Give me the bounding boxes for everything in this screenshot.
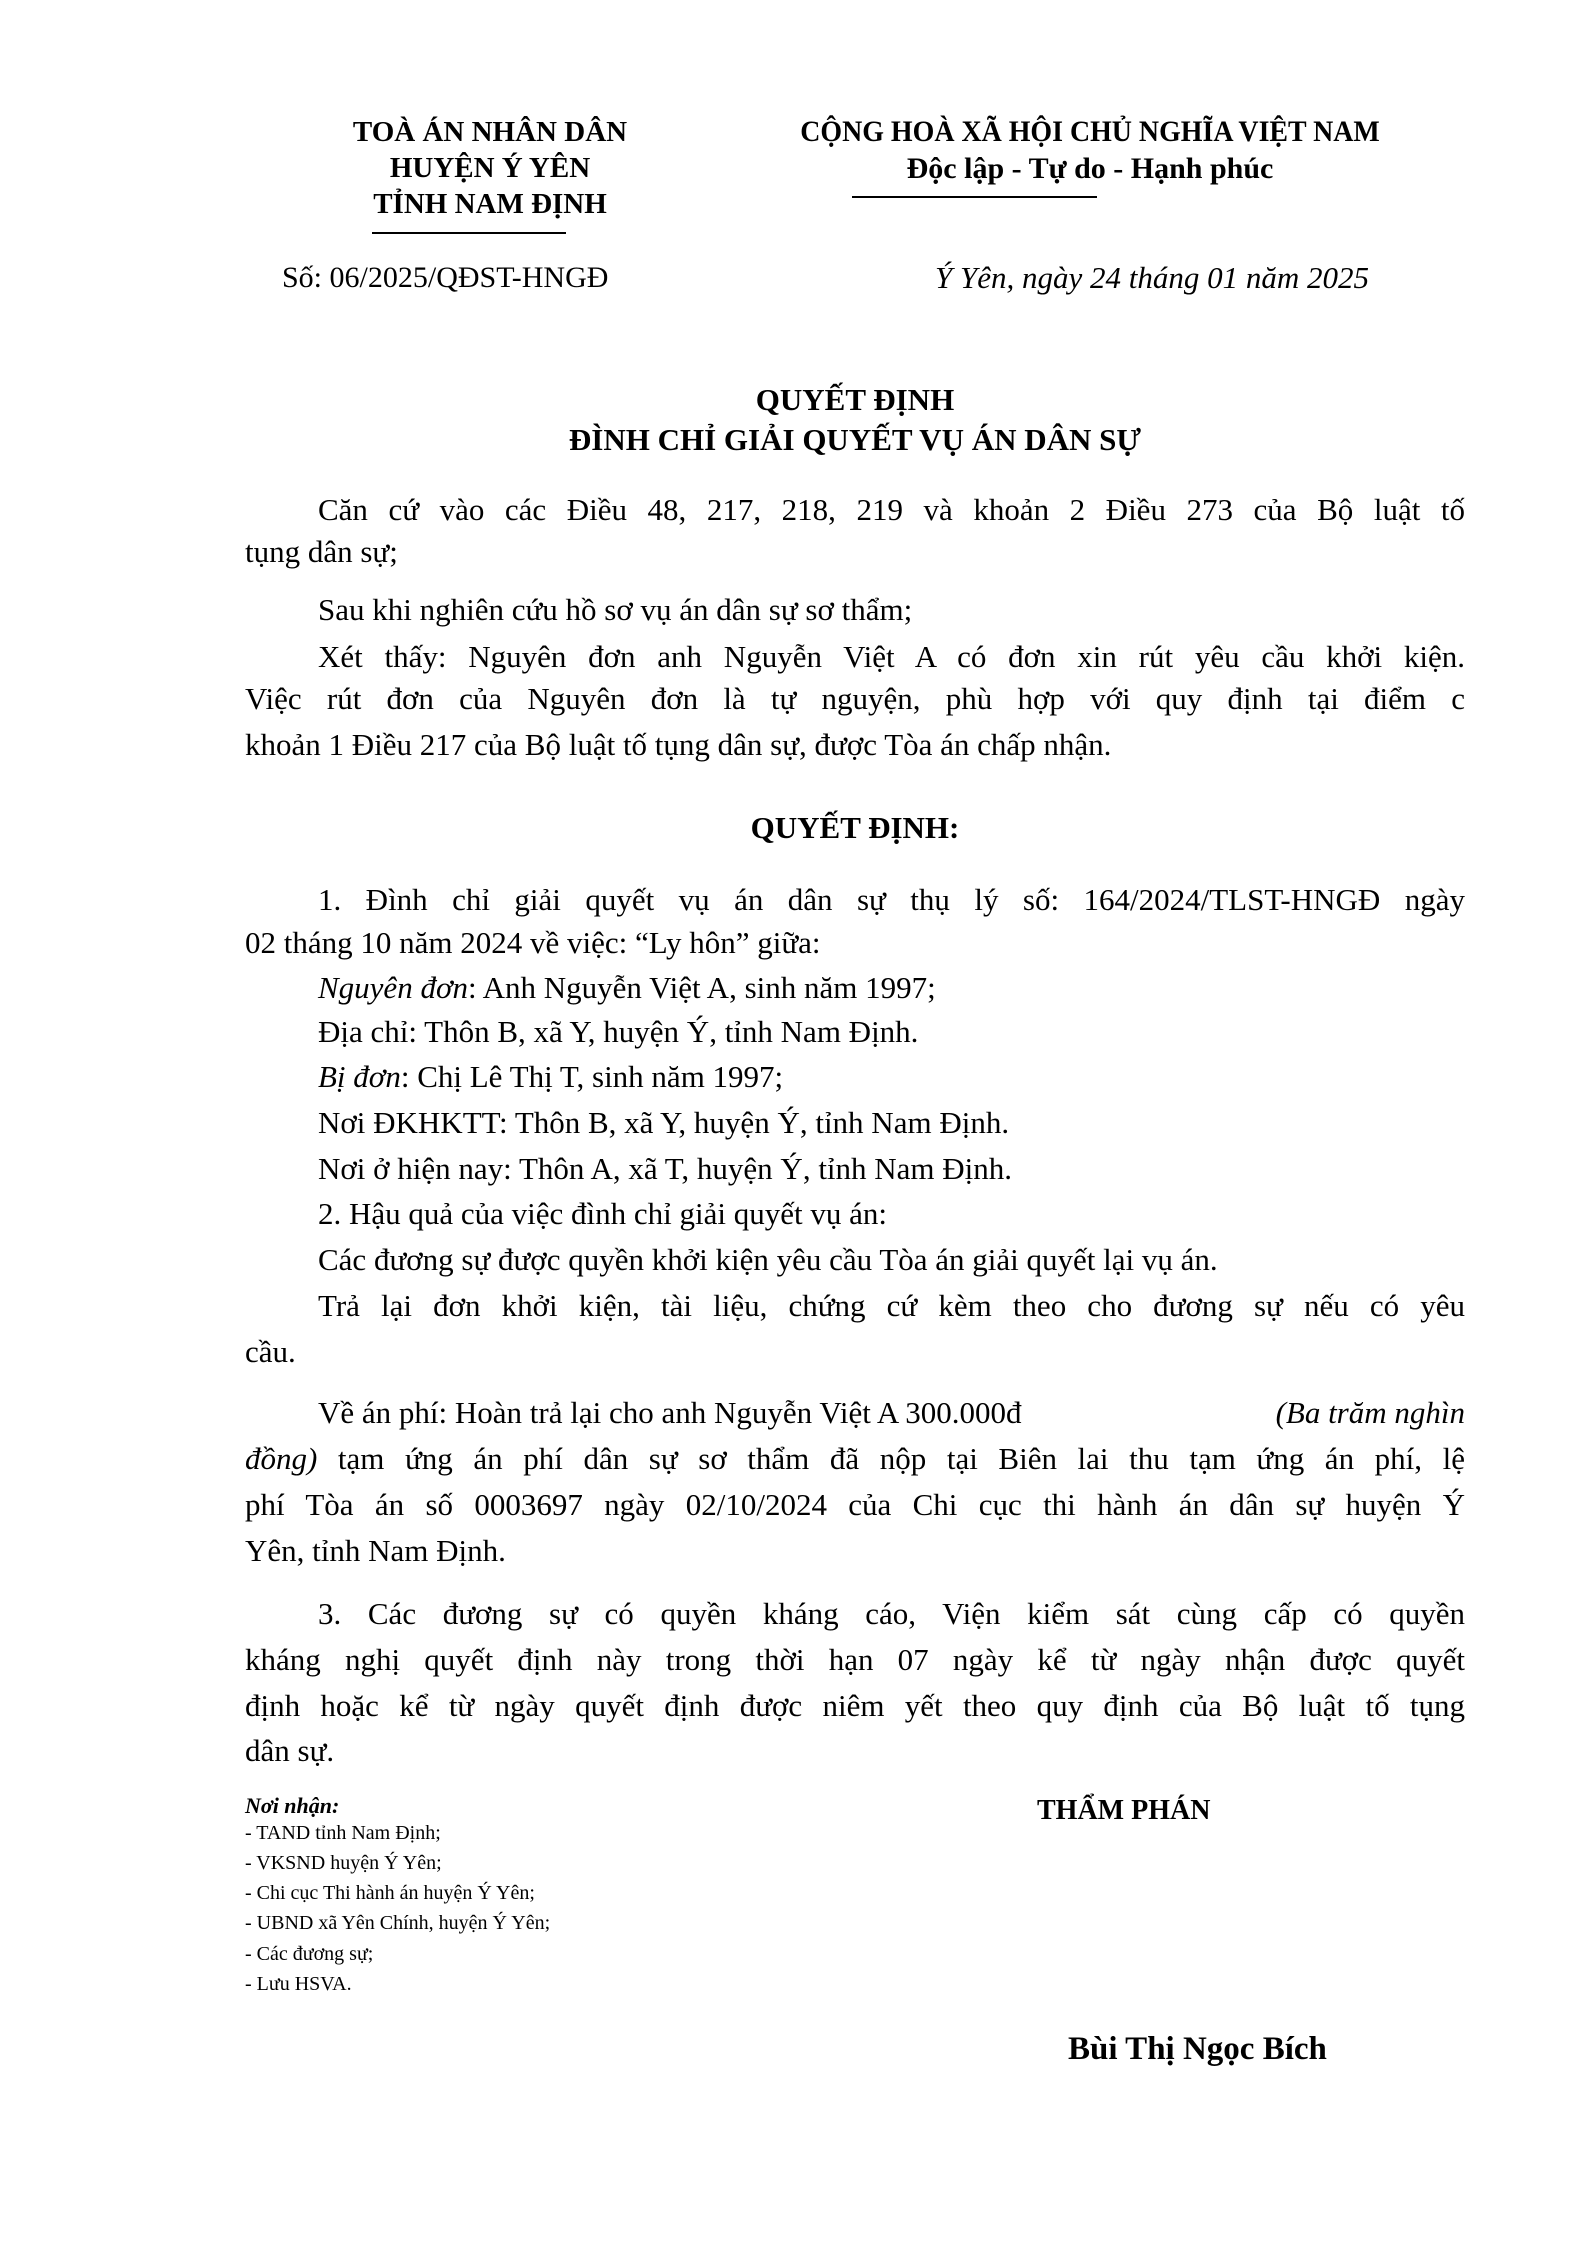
decision-line: 2. Hậu quả của việc đình chỉ giải quyết vụ án: xyxy=(318,1196,888,1231)
title-line-1: QUYẾT ĐỊNH xyxy=(755,382,955,417)
fee-amount-words: (Ba trăm nghìn xyxy=(1275,1395,1465,1430)
fee-text: tạm ứng án phí dân sự sơ thẩm đã nộp tại Biên lai thu tạm ứng án phí, lệ xyxy=(317,1441,1465,1476)
place-date: Ý Yên, ngày 24 tháng 01 năm 2025 xyxy=(935,260,1369,295)
document-number: Số: 06/2025/QĐST-HNGĐ xyxy=(282,261,609,294)
decision-line: cầu. xyxy=(245,1334,296,1369)
recipient-item: - TAND tỉnh Nam Định; xyxy=(245,1822,441,1844)
fee-line: Yên, tỉnh Nam Định. xyxy=(245,1533,506,1568)
court-name-line-2: HUYỆN Ý YÊN xyxy=(389,152,591,184)
fee-line xyxy=(245,1439,1465,1479)
preamble-line: Xét thấy: Nguyên đơn anh Nguyễn Việt A có đơn xin rút yêu cầu khởi kiện. xyxy=(318,639,1465,674)
fee-amount-words: đồng) xyxy=(245,1441,318,1476)
recipient-item: - Lưu HSVA. xyxy=(245,1973,352,1995)
court-name-line-3: TỈNH NAM ĐỊNH xyxy=(373,188,607,220)
decision-line: 02 tháng 10 năm 2024 về việc: “Ly hôn” giữa: xyxy=(245,925,821,960)
defendant-value: : Chị Lê Thị T, sinh năm 1997; xyxy=(400,1059,784,1094)
plaintiff-value: : Anh Nguyễn Việt A, sinh năm 1997; xyxy=(468,970,936,1005)
motto-underline xyxy=(852,196,1097,198)
plaintiff-line xyxy=(318,968,1465,1008)
recipient-item: - Các đương sự; xyxy=(245,1943,374,1965)
nation-title: CỘNG HOÀ XÃ HỘI CHỦ NGHĨA VIỆT NAM xyxy=(800,115,1380,148)
title-line-2: ĐÌNH CHỈ GIẢI QUYẾT VỤ ÁN DÂN SỰ xyxy=(568,422,1142,457)
plaintiff-label: Nguyên đơn xyxy=(318,970,468,1005)
defendant-label: Bị đơn xyxy=(318,1059,401,1094)
decision-line: Các đương sự được quyền khởi kiện yêu cầu Tòa án giải quyết lại vụ án. xyxy=(318,1242,1218,1277)
fee-line xyxy=(318,1393,1465,1433)
decision-heading: QUYẾT ĐỊNH: xyxy=(750,810,960,845)
signer-name: Bùi Thị Ngọc Bích xyxy=(1068,2031,1327,2067)
defendant-registered-address: Nơi ĐKHKTT: Thôn B, xã Y, huyện Ý, tỉnh Nam Định. xyxy=(318,1105,1010,1140)
preamble-line: khoản 1 Điều 217 của Bộ luật tố tụng dân sự, được Tòa án chấp nhận. xyxy=(245,727,1112,762)
decision-line: dân sự. xyxy=(245,1733,335,1768)
decision-line: 3. Các đương sự có quyền kháng cáo, Viện kiểm sát cùng cấp có quyền xyxy=(318,1596,1465,1631)
defendant-line xyxy=(318,1057,1465,1097)
recipient-item: - VKSND huyện Ý Yên; xyxy=(245,1852,442,1874)
nation-motto: Độc lập - Tự do - Hạnh phúc xyxy=(906,152,1274,185)
decision-line: Trả lại đơn khởi kiện, tài liệu, chứng cứ kèm theo cho đương sự nếu có yêu xyxy=(318,1288,1465,1323)
signature-title: THẨM PHÁN xyxy=(1037,1795,1211,1826)
decision-line: 1. Đình chỉ giải quyết vụ án dân sự thụ lý số: 164/2024/TLST-HNGĐ ngày xyxy=(318,882,1465,917)
fee-line: phí Tòa án số 0003697 ngày 02/10/2024 của Chi cục thi hành án dân sự huyện Ý xyxy=(245,1487,1465,1522)
fee-text: Về án phí: Hoàn trả lại cho anh Nguyễn Việt A 300.000đ xyxy=(318,1395,1030,1430)
recipient-item: - Chi cục Thi hành án huyện Ý Yên; xyxy=(245,1882,535,1904)
recipient-item: - UBND xã Yên Chính, huyện Ý Yên; xyxy=(245,1912,551,1934)
plaintiff-address: Địa chỉ: Thôn B, xã Y, huyện Ý, tỉnh Nam Định. xyxy=(318,1014,919,1049)
court-name-line-1: TOÀ ÁN NHÂN DÂN xyxy=(352,116,628,148)
preamble-line: Việc rút đơn của Nguyên đơn là tự nguyện, phù hợp với quy định tại điểm c xyxy=(245,681,1465,716)
decision-line: định hoặc kể từ ngày quyết định được niêm yết theo quy định của Bộ luật tố tụng xyxy=(245,1688,1465,1723)
court-underline xyxy=(372,232,566,234)
recipients-label: Nơi nhận: xyxy=(245,1793,340,1818)
decision-line: kháng nghị quyết định này trong thời hạn 07 ngày kể từ ngày nhận được quyết xyxy=(245,1642,1465,1677)
defendant-current-address: Nơi ở hiện nay: Thôn A, xã T, huyện Ý, tỉnh Nam Định. xyxy=(318,1151,1013,1186)
preamble-line: Sau khi nghiên cứu hồ sơ vụ án dân sự sơ thẩm; xyxy=(318,592,913,627)
preamble-line: Căn cứ vào các Điều 48, 217, 218, 219 và khoản 2 Điều 273 của Bộ luật tố xyxy=(318,492,1465,527)
preamble-line: tụng dân sự; xyxy=(245,534,398,569)
